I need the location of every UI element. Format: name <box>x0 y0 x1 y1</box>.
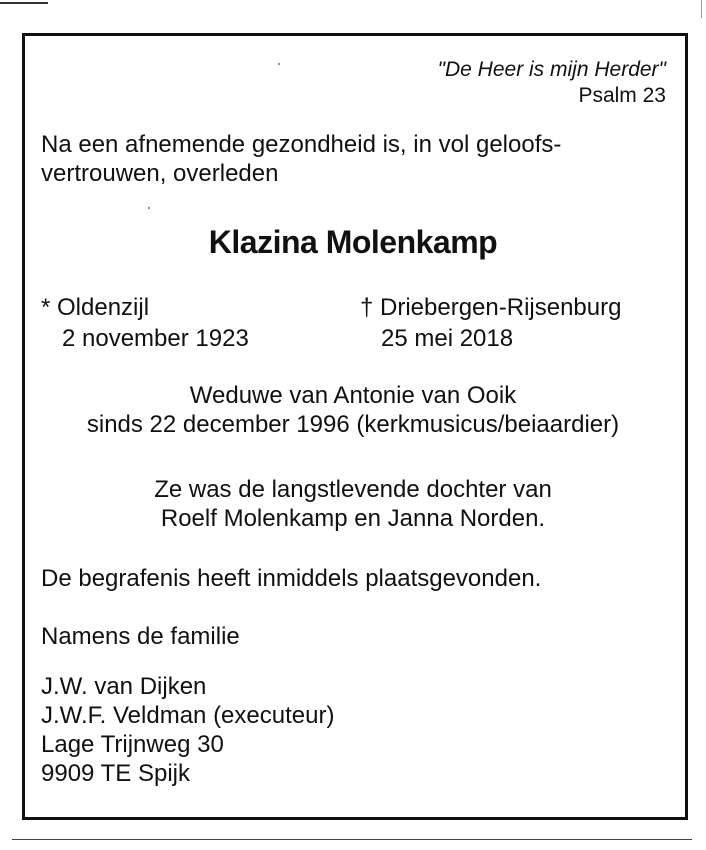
edge-mark <box>701 0 702 18</box>
intro-line-2: vertrouwen, overleden <box>41 160 279 187</box>
intro-line-1: Na een afnemende gezondheid is, in vol geloofs- <box>41 131 562 158</box>
deceased-name: Klazina Molenkamp <box>208 224 498 260</box>
death-place: † Driebergen-Rijsenburg <box>360 294 622 321</box>
bible-motto: "De Heer is mijn Herder" <box>437 58 666 81</box>
print-speck <box>278 63 280 65</box>
daughter-line-2: Roelf Molenkamp en Janna Norden. <box>160 505 546 532</box>
birth-date: 2 november 1923 <box>62 325 249 352</box>
psalm-reference: Psalm 23 <box>578 84 666 107</box>
top-rule <box>0 2 48 4</box>
widow-line-2: sinds 22 december 1996 (kerkmusicus/beiaardier) <box>86 411 620 438</box>
address-postcode: 9909 TE Spijk <box>41 760 190 787</box>
widow-line-1: Weduwe van Antonie van Ooik <box>189 382 517 409</box>
address-street: Lage Trijnweg 30 <box>41 731 224 758</box>
signatory-executor: J.W.F. Veldman (executeur) <box>41 702 335 729</box>
on-behalf-of-family: Namens de familie <box>41 623 240 650</box>
birth-place: * Oldenzijl <box>41 294 150 321</box>
death-date: 25 mei 2018 <box>381 325 514 352</box>
funeral-notice: De begrafenis heeft inmiddels plaatsgevonden. <box>41 565 542 592</box>
print-speck <box>148 207 150 209</box>
signatory-name: J.W. van Dijken <box>41 673 207 700</box>
bottom-rule <box>12 839 692 840</box>
daughter-line-1: Ze was de langstlevende dochter van <box>154 476 552 503</box>
